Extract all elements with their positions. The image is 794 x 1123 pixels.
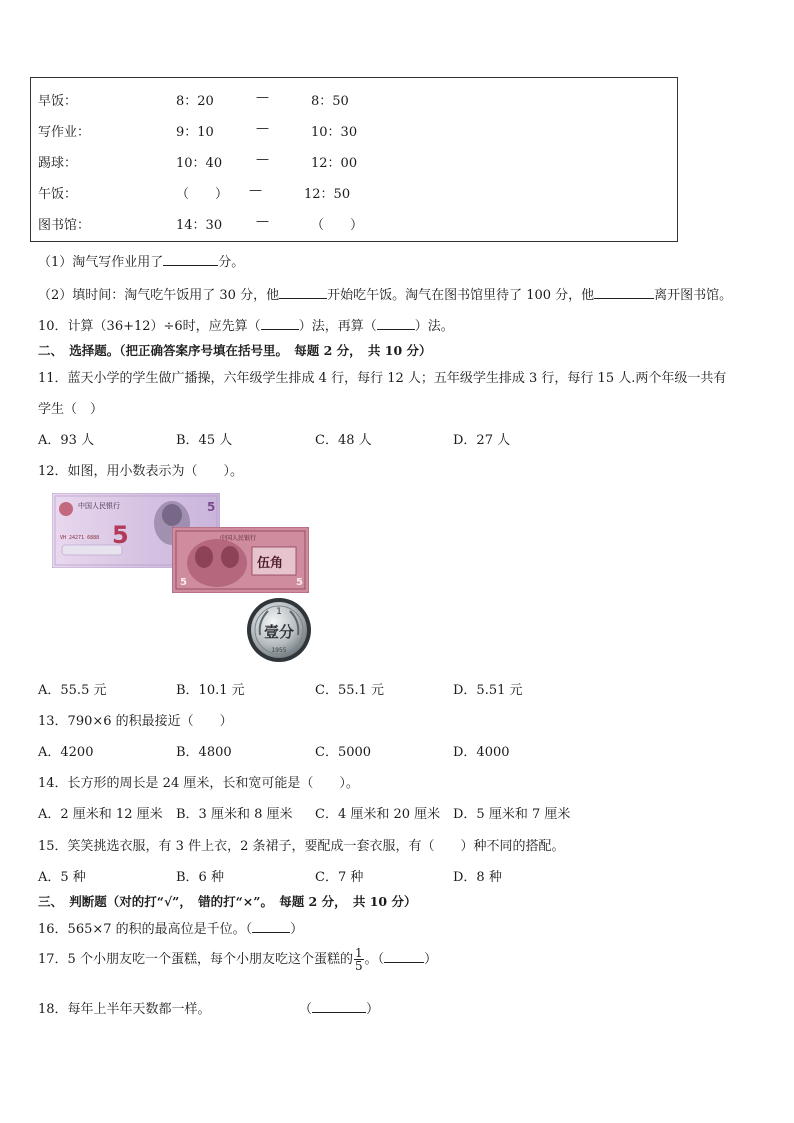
q15-stem: 15．笑笑挑选衣服，有 3 件上衣，2 条裙子，要配成一套衣服，有（ ）种不同的搭配。 bbox=[38, 839, 565, 854]
q18-close: ） bbox=[366, 1002, 380, 1017]
q9-p2-blank1[interactable] bbox=[279, 286, 327, 299]
q17 bbox=[38, 942, 437, 978]
q12-option-d[interactable]: D．5.51 元 bbox=[453, 683, 523, 698]
q16 bbox=[38, 918, 303, 937]
section-2-heading: 二、 选择题。（把正确答案序号填在括号里。 每题 2 分， 共 10 分） bbox=[38, 343, 432, 358]
schedule-row-homework bbox=[31, 121, 677, 141]
q18-open: （ bbox=[299, 1002, 313, 1017]
q11-option-c[interactable]: C．48 人 bbox=[315, 433, 372, 448]
q15-option-d[interactable]: D．8 种 bbox=[453, 870, 502, 885]
schedule-box bbox=[30, 77, 678, 242]
schedule-label: 图书馆： bbox=[38, 218, 91, 233]
q13-option-b[interactable]: B．4800 bbox=[176, 745, 232, 760]
q17-fraction-denominator: 5 bbox=[354, 959, 363, 973]
q18-blank[interactable] bbox=[312, 1000, 366, 1013]
q17-blank[interactable] bbox=[384, 950, 424, 963]
schedule-label: 午饭： bbox=[38, 187, 78, 202]
q14-stem: 14．长方形的周长是 24 厘米，长和宽可能是（ ）。 bbox=[38, 776, 359, 791]
schedule-label: 写作业： bbox=[38, 125, 91, 140]
q15-option-a[interactable]: A．5 种 bbox=[38, 870, 86, 885]
schedule-start: 14：30 bbox=[176, 218, 223, 233]
q11-stem-line2: 学生（ ） bbox=[38, 402, 104, 417]
five-jiao-note-image bbox=[172, 527, 309, 593]
coin-face-text: 壹分 bbox=[263, 623, 295, 641]
schedule-start: 10：40 bbox=[176, 156, 223, 171]
schedule-label: 早饭： bbox=[38, 94, 78, 109]
q9-p2-text: （2）填时间：淘气吃午饭用了 30 分，他 bbox=[38, 288, 280, 303]
q16-text: 16．565×7 的积的最高位是千位。（ bbox=[38, 922, 253, 937]
q14-option-a[interactable]: A．2 厘米和 12 厘米 bbox=[38, 807, 163, 822]
five-jiao-corner-right: 5 bbox=[296, 577, 303, 588]
q15-option-b[interactable]: B．6 种 bbox=[176, 870, 224, 885]
q14-option-b[interactable]: B．3 厘米和 8 厘米 bbox=[176, 807, 293, 822]
q12-option-b[interactable]: B．10.1 元 bbox=[176, 683, 245, 698]
q18-text: 18．每年上半年天数都一样。 bbox=[38, 1002, 211, 1017]
q13-option-d[interactable]: D．4000 bbox=[453, 745, 510, 760]
five-jiao-denom: 伍角 bbox=[257, 556, 284, 571]
five-yuan-serial: VH 24271 6888 bbox=[60, 535, 100, 541]
q10-text3: ）法。 bbox=[414, 319, 454, 334]
q14-option-d[interactable]: D．5 厘米和 7 厘米 bbox=[453, 807, 571, 822]
schedule-end: 12：00 bbox=[311, 156, 358, 171]
schedule-end: 10：30 bbox=[311, 125, 358, 140]
q17-text2: 。（ bbox=[364, 952, 385, 967]
five-jiao-header: 中国人民银行 bbox=[220, 535, 257, 542]
q10-text2: ）法，再算（ bbox=[298, 319, 377, 334]
schedule-start: 9：10 bbox=[176, 125, 214, 140]
q14-option-c[interactable]: C．4 厘米和 20 厘米 bbox=[315, 807, 441, 822]
q9-part2 bbox=[38, 284, 732, 303]
q15-option-c[interactable]: C．7 种 bbox=[315, 870, 364, 885]
schedule-row-library bbox=[31, 214, 677, 234]
five-yuan-denom-corner: 5 bbox=[207, 500, 216, 514]
schedule-dash: — bbox=[249, 183, 262, 198]
schedule-row-lunch bbox=[31, 183, 677, 203]
q9-p2-text3: 离开图书馆。 bbox=[654, 288, 733, 303]
coin-top-number: 1 bbox=[276, 607, 282, 617]
q17-text: 17．5 个小朋友吃一个蛋糕，每个小朋友吃这个蛋糕的 bbox=[38, 952, 353, 967]
q13-stem: 13．790×6 的积最接近（ ） bbox=[38, 714, 233, 729]
schedule-start[interactable]: （ ） bbox=[176, 187, 229, 202]
q10-blank1[interactable] bbox=[261, 317, 299, 330]
schedule-end[interactable]: （ ） bbox=[311, 218, 364, 233]
q11-stem-line1: 11．蓝天小学的学生做广播操，六年级学生排成 4 行，每行 12 人；五年级学生排成 3 行，每行 15 人.两个年级一共有 bbox=[38, 371, 727, 386]
schedule-dash: — bbox=[256, 90, 269, 105]
q9-p1-text: （1）淘气写作业用了 bbox=[38, 255, 164, 270]
q11-option-d[interactable]: D．27 人 bbox=[453, 433, 511, 448]
q18-answer bbox=[299, 998, 379, 1017]
q9-part1 bbox=[38, 251, 244, 270]
five-jiao-corner: 5 bbox=[180, 577, 187, 588]
q16-close: ） bbox=[290, 922, 304, 937]
schedule-start: 8：20 bbox=[176, 94, 214, 109]
q9-p1-blank[interactable] bbox=[163, 253, 218, 266]
q11-option-b[interactable]: B．45 人 bbox=[176, 433, 233, 448]
q12-option-c[interactable]: C．55.1 元 bbox=[315, 683, 385, 698]
q13-option-a[interactable]: A．4200 bbox=[38, 745, 94, 760]
section-3-heading: 三、 判断题（对的打“√”， 错的打“×”。 每题 2 分， 共 10 分） bbox=[38, 894, 417, 909]
schedule-dash: — bbox=[256, 121, 269, 136]
schedule-end: 12：50 bbox=[304, 187, 351, 202]
schedule-dash: — bbox=[256, 214, 269, 229]
q13-option-c[interactable]: C．5000 bbox=[315, 745, 372, 760]
schedule-label: 踢球： bbox=[38, 156, 78, 171]
q17-fraction bbox=[354, 947, 364, 972]
q12-stem: 12．如图，用小数表示为（ ）。 bbox=[38, 464, 244, 479]
q12-option-a[interactable]: A．55.5 元 bbox=[38, 683, 107, 698]
one-fen-coin-image bbox=[246, 597, 312, 663]
schedule-row-breakfast bbox=[31, 90, 677, 110]
q18 bbox=[38, 998, 211, 1017]
q17-close: ） bbox=[424, 952, 438, 967]
schedule-row-football bbox=[31, 152, 677, 172]
coin-year: 1955 bbox=[271, 647, 287, 654]
five-yuan-country-text: 中国人民银行 bbox=[78, 502, 120, 510]
q10-blank2[interactable] bbox=[377, 317, 415, 330]
q10-text: 10．计算（36+12）÷6时，应先算（ bbox=[38, 319, 261, 334]
q9-p2-blank2[interactable] bbox=[594, 286, 654, 299]
q17-fraction-numerator: 1 bbox=[354, 946, 363, 960]
q10 bbox=[38, 315, 454, 334]
q11-option-a[interactable]: A．93 人 bbox=[38, 433, 95, 448]
schedule-dash: — bbox=[256, 152, 269, 167]
schedule-end: 8：50 bbox=[311, 94, 349, 109]
five-yuan-denom: 5 bbox=[112, 521, 129, 549]
q9-p2-text2: 开始吃午饭。淘气在图书馆里待了 100 分，他 bbox=[327, 288, 595, 303]
q9-p1-unit: 分。 bbox=[218, 255, 245, 270]
q16-blank[interactable] bbox=[252, 920, 290, 933]
